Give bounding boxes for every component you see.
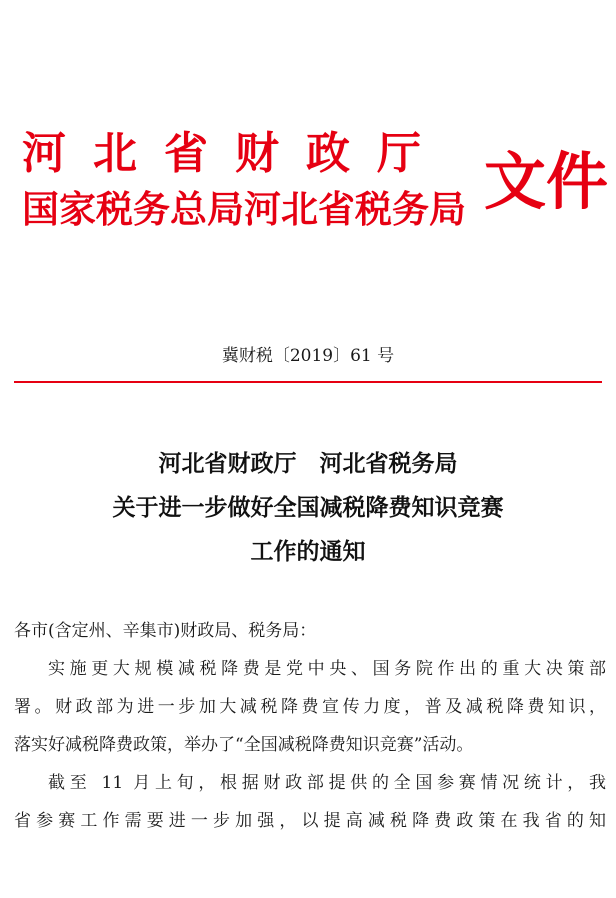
body-line: 实施更大规模减税降费是党中央、国务院作出的重大决策部: [48, 659, 606, 679]
document-number: 冀财税〔2019〕61 号: [221, 346, 395, 366]
body-line: 省参赛工作需要进一步加强，以提高减税降费政策在我省的知: [14, 811, 606, 831]
salutation: 各市(含定州、辛集市)财政局、税务局：: [14, 621, 317, 641]
body-line: 署。财政部为进一步加大减税降费宣传力度，普及减税降费知识，: [14, 697, 606, 717]
title-line-notice: 工作的通知: [250, 538, 366, 565]
issuer-name-tax-bureau: 国家税务总局河北省税务局: [22, 187, 466, 231]
issuer-name-finance-dept: 河北省财政厅: [22, 128, 448, 179]
body-line: 落实好减税降费政策，举办了“全国减税降费知识竞赛”活动。: [14, 735, 474, 755]
title-line-subject: 关于进一步做好全国减税降费知识竞赛: [112, 494, 504, 521]
body-line: 截至 11 月上旬，根据财政部提供的全国参赛情况统计，我: [48, 773, 606, 793]
document-title: [0, 442, 616, 574]
document-type-label: 文件: [484, 145, 609, 218]
document-header: [22, 128, 609, 238]
red-separator-line: [14, 381, 602, 383]
title-line-issuers: 河北省财政厅 河北省税务局: [158, 450, 458, 477]
document-body: [14, 612, 606, 840]
